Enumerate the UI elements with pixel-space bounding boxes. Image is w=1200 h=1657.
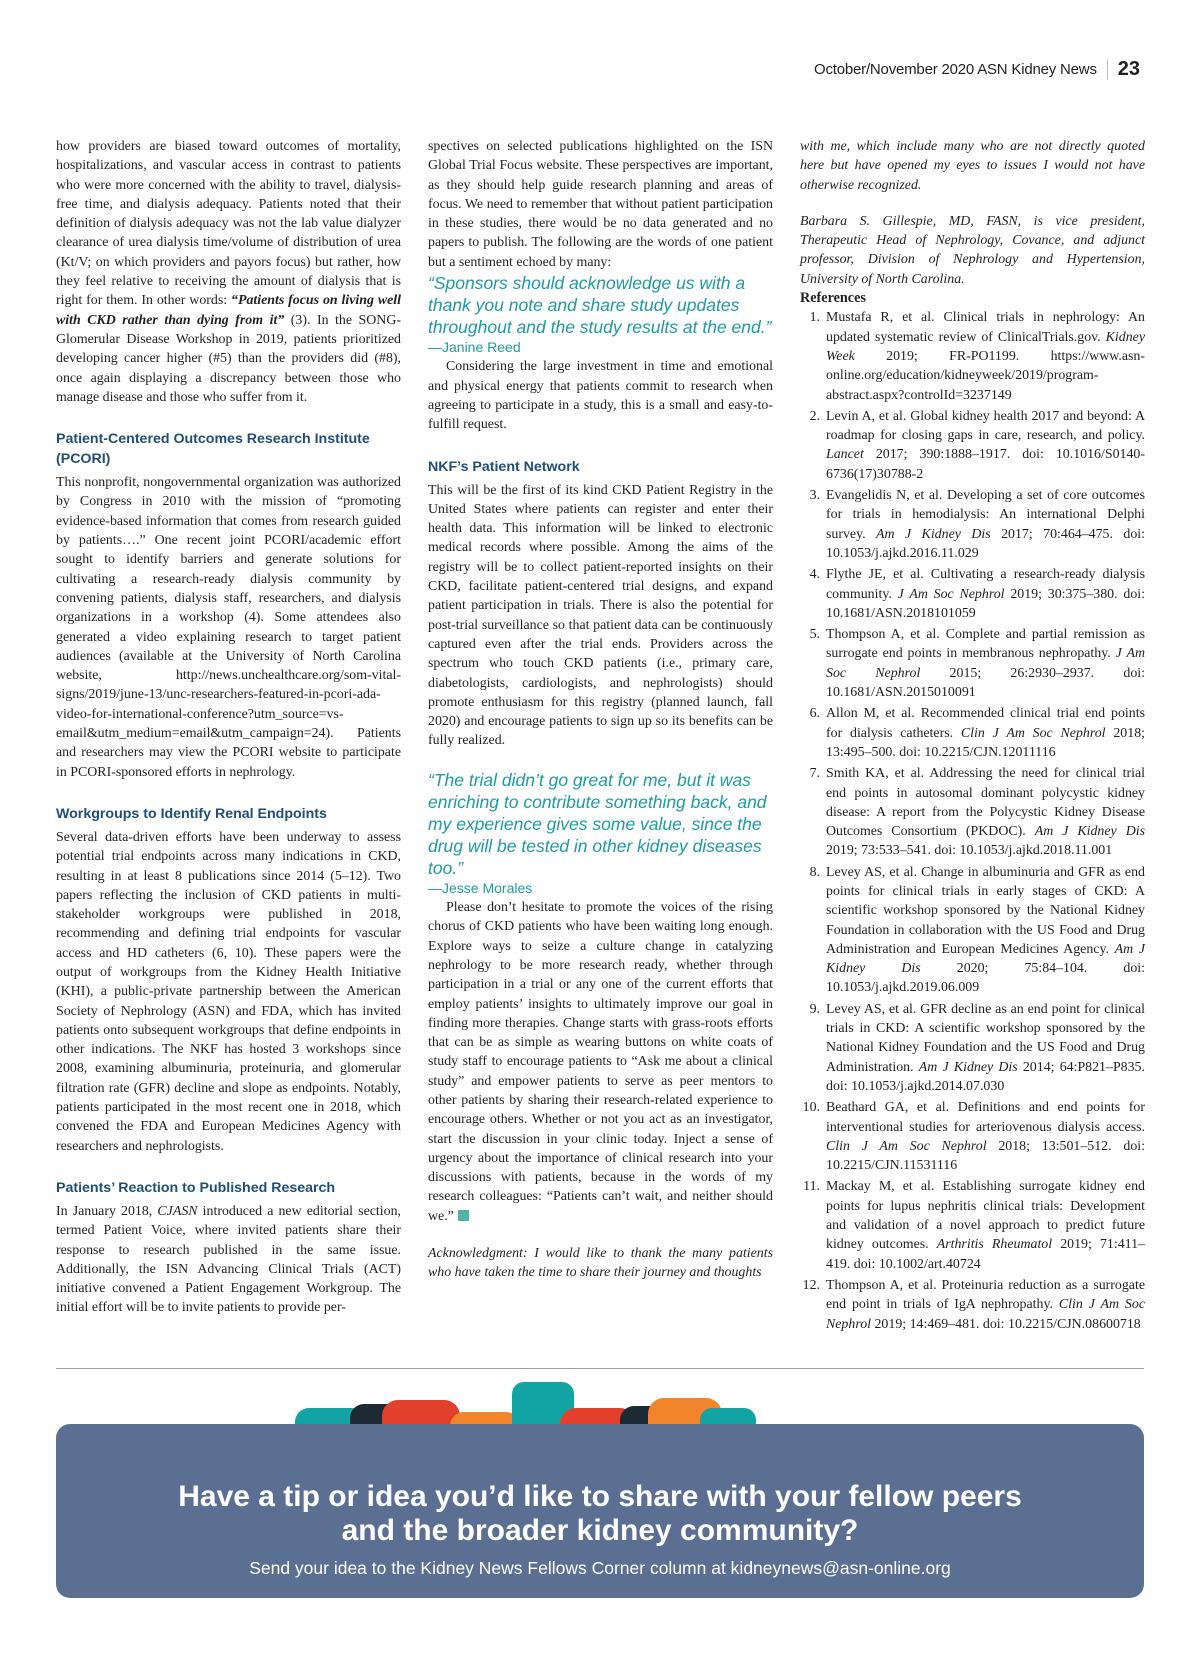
acknowledgment: Acknowledgment: I would like to thank the many patients who have taken the time to share their journey and thoughts bbox=[428, 1246, 773, 1281]
reference-item bbox=[800, 764, 1145, 860]
pull-quote-1: “Sponsors should acknowledge us with a thank you note and share study updates throughout and the study results at the end.” bbox=[428, 273, 772, 338]
reference-text: Mackay M, et al. Establishing surrogate kidney end points for lupus nephritis clinical trials: Development and validation of a novel approach to predict future kidney outcomes. Arthritis Rheumatol 2019; 71:411–419. doi: 10.1002/art.40724 bbox=[826, 1179, 1145, 1272]
heading-workgroups: Workgroups to Identify Renal Endpoints bbox=[56, 805, 327, 822]
reference-item bbox=[800, 1000, 1145, 1096]
reference-text: Beathard GA, et al. Definitions and end points for interventional studies for arteriovenous dialysis access. Clin J Am Soc Nephrol 2018; 13:501–512. doi: 10.2215/CJN.11531116 bbox=[826, 1100, 1145, 1174]
reference-number: 12. bbox=[802, 1277, 820, 1293]
reference-number: 1. bbox=[809, 310, 820, 326]
paragraph-reaction: In January 2018, CJASN introduced a new editorial section, termed Patient Voice, where invited patients share their response to research published in the same issue. Additionally, the ISN Advancing Clinical Trials (ACT) initiative convened a Patient Engagement Workgroup. The initial effort will be to invite patients to provide per- bbox=[56, 1203, 401, 1316]
reference-text: Thompson A, et al. Complete and partial remission as surrogate end points in membranous nephropathy. J Am Soc Nephrol 2015; 26:2930–2937. doi: 10.1681/ASN.2015010091 bbox=[826, 627, 1145, 701]
author-bio: Barbara S. Gillespie, MD, FASN, is vice president, Therapeutic Head of Nephrology, Covance, and adjunct professor, Division of Nephrology and Hypertension, University of North Carolina. bbox=[800, 213, 1145, 287]
pull-quote-2: “The trial didn’t go great for me, but it was enriching to contribute something back, and my experience gives some value, since the drug will be tested in other kidney diseases too.” bbox=[428, 769, 767, 878]
reference-item bbox=[800, 1098, 1145, 1175]
paragraph: how providers are biased toward outcomes of mortality, hospitalizations, and vascular access in contrast to patients who were more concerned with the ability to travel, dialysis-free time, and dialysis adequacy. Patients noted that their definition of dialysis adequacy was not the lab value dialyzer clearance of urea dialysis time/volume of distribution of urea (Kt/V; on which providers and payors focus) but rather, how they feel relative to receiving the amount of dialysis that is right for them. In other words: “Patients focus on living well with CKD rather than dying from it” (3). In the SONG-Glomerular Disease Workshop in 2019, patients prioritized developing cancer higher (#5) than the providers did (#8), once again displaying a discrepancy between those who manage disease and those who suffer from it. bbox=[56, 139, 401, 405]
reference-number: 6. bbox=[809, 706, 820, 722]
reference-number: 4. bbox=[809, 567, 820, 583]
reference-item bbox=[800, 407, 1145, 484]
reference-text: Thompson A, et al. Proteinuria reduction as a surrogate end point in trials of IgA nephropathy. Clin J Am Soc Nephrol 2019; 14:469–481. doi: 10.2215/CJN.08600718 bbox=[826, 1277, 1145, 1332]
patient-quote-inline: “Patients focus on living well with CKD rather than dying from it” bbox=[56, 293, 401, 328]
page-header bbox=[814, 58, 1140, 81]
reference-item bbox=[800, 625, 1145, 702]
acknowledgment-continued: with me, which include many who are not directly quoted here but have opened my eyes to issues I would not have otherwise recognized. bbox=[800, 139, 1145, 193]
reference-text: Levey AS, et al. GFR decline as an end point for clinical trials in CKD: A scientific workshop sponsored by the National Kidney Foundation and the US Food and Drug Administration. Am J Kidney Dis 2014; 64:P821–P835. doi: 10.1053/j.ajkd.2014.07.030 bbox=[826, 1001, 1145, 1094]
reference-item bbox=[800, 308, 1145, 404]
banner-headline: Have a tip or idea you’d like to share with your fellow peers and the broader kidney community? bbox=[178, 1480, 1022, 1547]
paragraph-workgroups: Several data-driven efforts have been underway to assess potential trial endpoints across many indications in CKD, resulting in at least 8 publications since 2014 (5–12). Two papers reflecting the inclusion of CKD patients in multi-stakeholder workgroups were published in 2018, recommending and defining trial endpoints for vascular access and HD catheters (6, 10). These papers were the output of workgroups from the Kidney Health Initiative (KHI), a public-private partnership between the American Society of Nephrology (ASN) and FDA, which has invited patients onto subsequent workgroups that define endpoints in other indications. The NKF has hosted 3 workshops since 2008, examining albuminuria, proteinuria, and glomerular filtration rate (GFR) decline and slope as endpoints. Notably, patients participated in the most recent one in 2018, which convened the FDA and European Medicines Agency with researchers and nephrologists. bbox=[56, 829, 401, 1154]
reference-number: 10. bbox=[802, 1100, 820, 1116]
paragraph: Considering the large investment in time and emotional and physical energy that patients commit to research when agreeing to participate in a study, this is a small and easy-to-fulfill request. bbox=[428, 359, 773, 433]
reference-text: Evangelidis N, et al. Developing a set of core outcomes for trials in hemodialysis: An international Delphi survey. Am J Kidney Dis 2017; 70:464–475. doi: 10.1053/j.ajkd.2016.11.029 bbox=[826, 488, 1146, 561]
reference-item bbox=[800, 486, 1145, 563]
paragraph-pcori: This nonprofit, nongovernmental organization was authorized by Congress in 2010 with the mission of “promoting evidence-based information that comes from research guided by patients….” One recent joint PCORI/academic effort sought to identify barriers and generate solutions for cultivating a research-ready dialysis community by convening patients, dialysis staff, researchers, and dialysis organizations in a workshop (4). Some attendees also generated a video explaining research to target patient audiences (available at the University of North Carolina website, http://news.unchealthcare.org/som-vital-signs/2019/june-13/unc-researchers-featured-in-pcori-ada-video-for-international-conference?utm_source=vs-email&utm_medium=email&utm_campaign=24). Patients and researchers may view the PCORI website to participate in PCORI-sponsored efforts in nephrology. bbox=[56, 475, 401, 780]
reference-item bbox=[800, 1177, 1145, 1273]
end-of-article-icon bbox=[458, 1210, 469, 1221]
reference-number: 7. bbox=[809, 766, 820, 782]
reference-text: Levey AS, et al. Change in albuminuria and GFR as end points for clinical trials in early stages of CKD: A scientific workshop sponsored by the National Kidney Foundation in collaboration with the US Food and Drug Administration and European Medicines Agency. Am J Kidney Dis 2020; 75:84–104. doi: 10.1053/j.ajkd.2019.06.009 bbox=[826, 864, 1145, 996]
reference-number: 2. bbox=[809, 408, 820, 424]
column-1 bbox=[56, 137, 401, 1318]
heading-nkf: NKF’s Patient Network bbox=[428, 458, 580, 475]
reference-text: Smith KA, et al. Addressing the need for clinical trial end points in autosomal dominant polycystic kidney disease: A report from the Polycystic Kidney Disease Outcomes Consortium (PKDOC). Am J Kidney Dis 2019; 73:533–541. doi: 10.1053/j.ajkd.2018.11.001 bbox=[826, 766, 1145, 859]
reference-number: 9. bbox=[809, 1001, 820, 1017]
heading-pcori: Patient-Centered Outcomes Research Institute (PCORI) bbox=[56, 431, 370, 468]
reference-number: 3. bbox=[809, 488, 820, 504]
header-separator bbox=[1107, 60, 1108, 80]
reference-text: Flythe JE, et al. Cultivating a research-ready dialysis community. J Am Soc Nephrol 2019; 30:375–380. doi: 10.1681/ASN.2018101059 bbox=[826, 567, 1145, 621]
reference-number: 5. bbox=[809, 627, 820, 643]
publication-name: October/November 2020 ASN Kidney News bbox=[814, 61, 1097, 78]
heading-reaction: Patients’ Reaction to Published Research bbox=[56, 1179, 336, 1196]
reference-item bbox=[800, 863, 1145, 998]
banner-subline: Send your idea to the Kidney News Fellows Corner column at kidneynews@asn-online.org bbox=[249, 1558, 951, 1578]
page-number: 23 bbox=[1117, 58, 1140, 80]
quote-attribution-2: —Jesse Morales bbox=[428, 879, 533, 896]
paragraph: spectives on selected publications highlighted on the ISN Global Trial Focus website. These perspectives are important, as they should help guide research planning and areas of focus. We need to remember that without patient participation in these studies, there would be no data generated and no papers to publish. The following are the words of one patient but a sentiment echoed by many: bbox=[428, 139, 773, 270]
column-3 bbox=[800, 137, 1145, 1336]
paragraph-closing: Please don’t hesitate to promote the voices of the rising chorus of CKD patients who have been waiting long enough. Explore ways to seize a culture change in catalyzing nephrology to be more research ready, whether through participation in a trial or any one of the current efforts that employ patients’ insights to ultimately improve our goal in finding more therapies. Change starts with grass-roots efforts that can be as simple as wearing buttons on white coats of study staff to encourage patients to “Ask me about a clinical study” and empower patients to serve as peer mentors to other patients by sharing their research-related experience to encourage others. Whether or not you act as an investigator, start the discussion in your clinic today. Inject a sense of urgency about the importance of clinical research into your discussions with patients, because in the words of my research colleagues: “Patients can’t wait, and neither should we.” bbox=[428, 900, 773, 1224]
column-2 bbox=[428, 137, 773, 1283]
references-heading: References bbox=[800, 290, 866, 307]
reference-list bbox=[800, 308, 1145, 1333]
reference-item bbox=[800, 565, 1145, 623]
reference-number: 8. bbox=[809, 864, 820, 880]
tip-banner bbox=[56, 1424, 1144, 1598]
section-divider bbox=[56, 1368, 1144, 1369]
paragraph-nkf: This will be the first of its kind CKD Patient Registry in the United States where patients can register and enter their health data. This information will be linked to electronic medical records where possible. Among the aims of the registry will be to collect patient-reported insights on their CKD, facilitate patient-centered trial designs, and expand patient participation in trials. There is also the potential for post-trial surveillance so that patient data can be continuously captured even after the trial ends. Providers across the spectrum who touch CKD patients (i.e., primary care, diabetologists, cardiologists, and nephrologists) should promote enthusiasm for this registry (planned launch, fall 2020) and encourage patients to sign up so its benefits can be fully realized. bbox=[428, 482, 773, 749]
reference-text: Allon M, et al. Recommended clinical trial end points for dialysis catheters. Clin J Am Soc Nephrol 2018; 13:495–500. doi: 10.2215/CJN.12011116 bbox=[826, 706, 1145, 760]
reference-text: Levin A, et al. Global kidney health 2017 and beyond: A roadmap for closing gaps in care, research, and policy. Lancet 2017; 390:1888–1917. doi: 10.1016/S0140-6736(17)30788-2 bbox=[826, 408, 1145, 482]
reference-number: 11. bbox=[803, 1179, 820, 1195]
reference-item bbox=[800, 1276, 1145, 1334]
reference-text: Mustafa R, et al. Clinical trials in nephrology: An updated systematic review of ClinicalTrials.gov. Kidney Week 2019; FR-PO1199. https://www.asn-online.org/education/kidneyweek/2019/program-abstract.aspx?controlId=3237149 bbox=[826, 310, 1145, 403]
quote-attribution-1: —Janine Reed bbox=[428, 339, 521, 356]
reference-item bbox=[800, 704, 1145, 762]
